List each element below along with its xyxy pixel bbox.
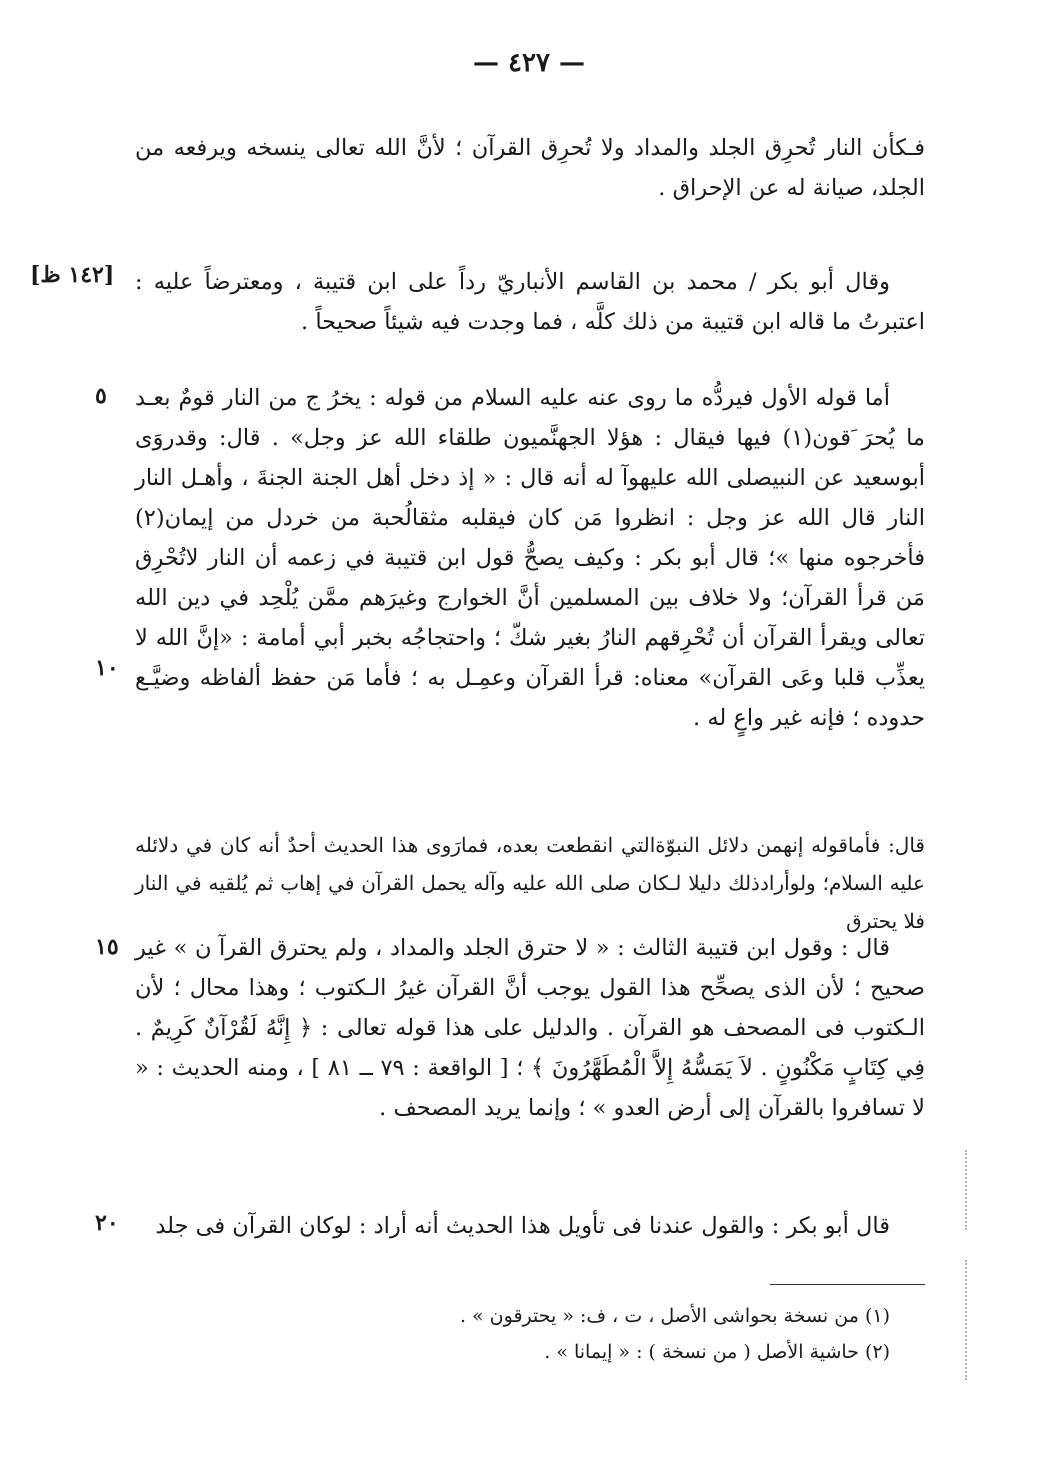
paragraph-text: وقال أبو بكر / محمد بن القاسم الأنباريّ رداً على ابن قتيبة ، ومعترضاً عليه : اعتبرتُ ما قاله ابن قتيبة من ذلك كلَّه ، فما وجدت فيه شيئاً صحيحاً . bbox=[135, 269, 925, 335]
paragraph-text: قال أبو بكر : والقول عندنا فى تأويل هذا الحديث أنه أراد : لوكان القرآن فى جلد bbox=[155, 1213, 890, 1239]
page-number: — ٤٢٧ — bbox=[472, 48, 586, 78]
paragraph-text: فـكأن النار تُحرِق الجلد والمداد ولا تُحرِق القرآن ؛ لأنَّ الله تعالى ينسخه ويرفعه من الجلد، صيانة له عن الإحراق . bbox=[135, 135, 925, 201]
paragraph-4 bbox=[135, 826, 925, 940]
footnote-separator bbox=[770, 1284, 925, 1285]
paragraph-text: قال : وقول ابن قتيبة الثالث : « لا حترق الجلد والمداد ، ولم يحترق القرآ ن » غير صحيح ؛ لأن الذى يصحِّح هذا القول يوجب أنَّ القرآن غيرُ الـكتوب ؛ وهذا محال ؛ لأن الـكتوب فى المصحف هو القرآن . والدليل على هذا قوله تعالى : ﴿ إِنَّهُ لَقُرْآنٌ كَرِيمٌ . فِي كِتَابٍ مَكْنُونٍ . لاَ يَمَسُّهُ إِلاَّ الْمُطَهَّرُونَ ﴾ ؛ [ الواقعة : ٧٩ ــ ٨١ ] ، ومنه الحديث : « لا تسافروا بالقرآن إلى أرض العدو » ؛ وإنما يريد المصحف . bbox=[135, 935, 925, 1121]
scan-edge-mark bbox=[965, 1260, 975, 1380]
line-number: ٢٠ bbox=[95, 1210, 119, 1236]
paragraph-3 bbox=[135, 378, 925, 738]
paragraph-6 bbox=[135, 1206, 925, 1246]
paragraph-5 bbox=[135, 928, 925, 1128]
manuscript-folio-reference: [١٤٢ ظ] bbox=[30, 262, 115, 288]
scan-edge-mark bbox=[965, 1150, 975, 1230]
line-number: ١٥ bbox=[95, 934, 119, 960]
line-number: ١٠ bbox=[95, 655, 119, 681]
footnotes bbox=[135, 1298, 890, 1370]
paragraph-2 bbox=[135, 262, 925, 342]
paragraph-text: قال: فأماقوله إنهمن دلائل النبوّةالتي انقطعت بعده، فمارَوى هذا الحديث أحدٌ أنه كان في دلائله عليه السلام؛ ولوأرادذلك دليلا لـكان صلى الله عليه وآله يحمل القرآن في إهاب ثم يُلقيه في النار فلا يحترق bbox=[135, 833, 925, 933]
footnote: (٢) حاشية الأصل ( من نسخة ) : « إيمانا » . bbox=[544, 1341, 890, 1363]
paragraph-text: أما قوله الأول فيردُّه ما روى عنه عليه السلام من قوله : يخرُ ج من النار قومٌ بعـد ما يُحرَ َقون(١) فيها فيقال : هؤلا الجهنَّميون طلقاء الله عز وجل» . قال: وقدروَى أبوسعيد عن النبيصلى الله عليهوآ له أنه قال : « إذ دخل أهل الجنة الجنةَ ، وأهـل النار النار قال الله عز وجل : انظروا مَن كان فيقلبه مثقالُحبة من خردل من إيمان(٢) فأخرجوه منها »؛ قال أبو بكر : وكيف يصحُّ قول ابن قتيبة في زعمه أن النار لاتُحْرِق مَن قرأ القرآن؛ ولا خلاف بين المسلمين أنَّ الخوارج وغيرَهم ممَّن يُلْحِد في دين الله تعالى ويقرأ القرآن أن تُحْرِقهم النارُ بغير شكّ ؛ واحتجاجُه بخبر أبي أمامة : «إنَّ الله لا يعذِّب قلبا وعَى القرآن» معناه: قرأ القرآن وعمِـل به ؛ فأما مَن حفظ ألفاظه وضيَّـع حدوده ؛ فإنه غير واعٍ له . bbox=[135, 385, 925, 731]
paragraph-1 bbox=[135, 128, 925, 208]
line-number: ٥ bbox=[95, 383, 107, 409]
footnote: (١) من نسخة بحواشى الأصل ، ت ، ف: « يحترقون » . bbox=[459, 1305, 890, 1327]
